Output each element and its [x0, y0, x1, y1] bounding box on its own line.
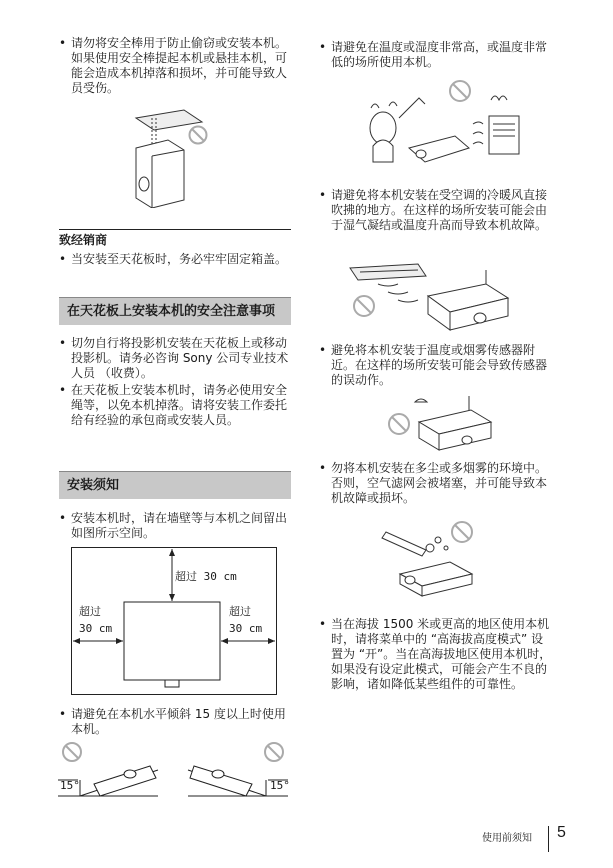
tilt-left-label: 15° [60, 779, 80, 792]
dealer-heading: 致经销商 [59, 229, 291, 248]
temperature-section [319, 40, 555, 72]
dust-illustration [380, 518, 490, 598]
dealer-section [59, 229, 291, 269]
ceiling-bullet: • 在天花板上安装本机时，请务必使用安全绳等，以免本机掉落。请将安装工作委托给有经验的承包商或安装人员。 [59, 383, 291, 428]
sensor-bullet: • 避免将本机安装于温度或烟雾传感器附近。在这样的场所安装可能会导致传感器的误动作。 [319, 343, 555, 388]
footer-section-label: 使用前须知 [482, 833, 532, 844]
prohibited-icon [188, 125, 208, 145]
clearance-diagram [71, 547, 277, 695]
ceiling-bullet: • 切勿自行将投影机安装在天花板上或移动投影机。请务必咨询 Sony 公司专业技术人员 （收费）。 [59, 336, 291, 381]
altitude-bullet: • 当在海拔 1500 米或更高的地区使用本机时，请将菜单中的 “高海拔高度模式” 设置为 “开”。当在高海拔地区使用本机时，如果没有设定此模式，可能会产生不良的影响，诸如降低某些组件的可靠性。 [319, 617, 555, 692]
aircon-bullet: • 请避免将本机安装在受空调的冷暖风直接吹拂的地方。在这样的场所安装可能会由于湿气凝结或温度升高而导致本机故障。 [319, 188, 555, 233]
dust-bullet: • 勿将本机安装在多尘或多烟雾的环境中。否则，空气滤网会被堵塞，并可能导致本机故障或损坏。 [319, 461, 555, 506]
aircon-illustration [348, 262, 518, 334]
security-bar-warning: • 请勿将安全棒用于防止偷窃或安装本机。如果使用安全棒提起本机或悬挂本机，可能会造成本机掉落和损坏，并可能导致人员受伤。 [59, 36, 291, 96]
tilt-diagram [58, 740, 292, 802]
space-right-label-1: 超过 [229, 605, 251, 618]
ceiling-section [59, 297, 291, 430]
temperature-illustration [363, 78, 523, 170]
install-bullet: • 安装本机时，请在墙壁等与本机之间留出如图所示空间。 [59, 511, 291, 541]
space-left-label-2: 30 cm [79, 622, 113, 635]
temperature-bullet: • 请避免在温度或湿度非常高，或温度非常低的场所使用本机。 [319, 40, 555, 70]
install-heading: 安装须知 [59, 471, 291, 499]
dealer-bullet: • 当安装至天花板时，务必牢牢固定箱盖。 [59, 252, 291, 267]
tilt-section [59, 707, 291, 739]
sensor-section [319, 343, 555, 390]
tilt-right-label: 15° [270, 779, 290, 792]
tilt-bullet: • 请避免在本机水平倾斜 15 度以上时使用本机。 [59, 707, 291, 737]
sensor-illustration [385, 394, 495, 454]
space-left-label-1: 超过 [79, 605, 101, 618]
install-section [59, 471, 291, 543]
space-top-label: 超过 30 cm [175, 570, 237, 583]
left-column [59, 36, 291, 98]
ceiling-heading: 在天花板上安装本机的安全注意事项 [59, 297, 291, 325]
dust-section [319, 461, 555, 508]
altitude-section [319, 617, 555, 694]
footer-divider [548, 826, 549, 852]
aircon-section [319, 188, 555, 235]
security-bar-illustration [128, 108, 218, 208]
space-right-label-2: 30 cm [229, 622, 263, 635]
page-number: 5 [557, 824, 566, 841]
